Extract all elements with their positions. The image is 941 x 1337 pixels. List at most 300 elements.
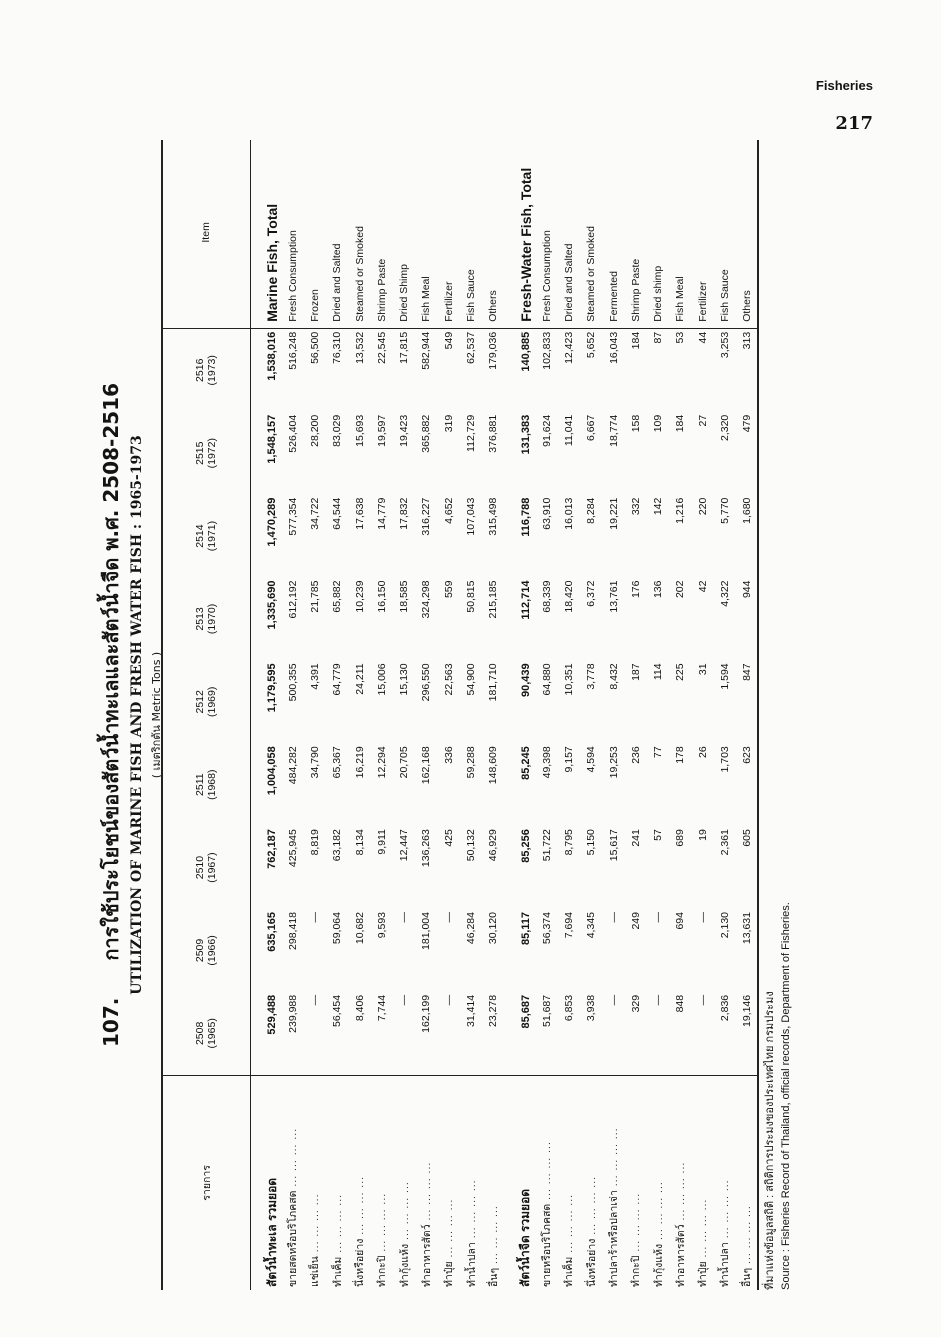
header-year <box>162 328 250 411</box>
row-label-english: Steamed or Smoked <box>348 140 370 328</box>
year-be: 2511 <box>194 773 207 796</box>
cell-value: 1,703 <box>718 746 731 773</box>
cell-value: 51,687 <box>535 992 557 1075</box>
cell-value: 4,322 <box>718 580 731 607</box>
leader-dots: ... ... ... ... <box>354 1175 367 1239</box>
leader-dots: ... ... ... ... <box>585 1175 598 1239</box>
table-row <box>736 140 758 1290</box>
cell-value: 16,043 <box>607 331 620 364</box>
row-label-english: Fish Meal <box>415 140 437 328</box>
row-label-english: Frozen <box>304 140 326 328</box>
cell-value: — <box>398 912 411 923</box>
cell-value: 239,988 <box>282 992 304 1075</box>
cell-value: 220 <box>696 497 709 516</box>
year-ce: (1969) <box>206 686 219 717</box>
cell-value: 1,335,690 <box>266 580 278 630</box>
cell-value: 59,064 <box>331 912 344 945</box>
cell-value: 162,168 <box>420 746 433 785</box>
cell-value: 162,199 <box>415 992 437 1075</box>
cell-value: 76,310 <box>331 331 344 364</box>
cell-value: 64,544 <box>331 497 344 530</box>
cell-value: 34,722 <box>308 497 321 530</box>
cell-value: 65,367 <box>331 746 344 779</box>
leader-dots: ... ... ... ... <box>287 1127 300 1191</box>
cell-value: 225 <box>674 663 687 681</box>
cell-value: — <box>696 912 709 923</box>
table-row <box>393 140 415 1290</box>
year-be: 2508 <box>194 1021 207 1046</box>
cell-value: 8,432 <box>607 663 620 690</box>
cell-value: 549 <box>442 331 455 350</box>
cell-value: 12,447 <box>398 829 411 862</box>
row-label-english: Others <box>482 140 504 328</box>
cell-value: 1,004,058 <box>266 746 278 796</box>
cell-value: 15,617 <box>607 829 620 862</box>
table-row <box>460 140 482 1290</box>
cell-value: 9,157 <box>562 746 575 773</box>
year-be: 2514 <box>194 524 207 548</box>
year-be: 2513 <box>194 607 207 631</box>
row-label-english: Fish Sauce <box>460 140 482 328</box>
cell-value: 1,538,016 <box>266 331 278 381</box>
table-row <box>580 140 602 1290</box>
cell-value: 296,550 <box>420 663 433 702</box>
row-label-english: Fresh Consumption <box>282 140 304 328</box>
cell-value: 77 <box>652 746 665 758</box>
source-english: Source : Fisheries Record of Thailand, official records, Department of Fisheries. <box>780 902 792 1290</box>
cell-value: — <box>438 992 460 1075</box>
leader-dots: ... ... ... ... <box>331 1193 344 1257</box>
cell-value: 140,885 <box>519 331 532 372</box>
leader-dots: ... ... ... ... <box>443 1198 456 1262</box>
cell-value: — <box>393 992 415 1075</box>
cell-value: 8,134 <box>353 829 366 856</box>
cell-value: 8,284 <box>585 497 598 524</box>
leader-dots: ... ... ... ... <box>376 1192 389 1256</box>
cell-value: 12,423 <box>562 331 575 364</box>
cell-value: 3,778 <box>585 663 598 690</box>
row-label-thai <box>580 1075 602 1290</box>
cell-value: 2,320 <box>718 414 731 442</box>
cell-value: 3,253 <box>718 331 731 359</box>
cell-value: 85,117 <box>519 912 532 946</box>
row-label-english: Dried shimp <box>647 140 669 328</box>
row-label-english: Fresh-Water Fish, Total <box>504 140 535 328</box>
year-ce: (1973) <box>206 355 219 386</box>
cell-value: 425,945 <box>286 829 299 868</box>
cell-value: 1,179,595 <box>266 663 278 713</box>
row-label-thai-text: ทำอาหารสัตว์ <box>674 1224 687 1287</box>
cell-value: 28,200 <box>308 414 321 447</box>
year-be: 2516 <box>194 358 207 382</box>
cell-value: 1,216 <box>674 497 687 524</box>
cell-value: — <box>607 912 620 923</box>
cell-value: 2,361 <box>718 829 731 856</box>
cell-value: 500,355 <box>286 663 299 702</box>
year-be: 2512 <box>194 690 207 714</box>
row-label-thai <box>282 1075 304 1290</box>
row-label-thai-text: อื่นๆ <box>741 1267 754 1287</box>
cell-value: 112,714 <box>519 580 532 620</box>
cell-value: 46,284 <box>465 912 478 945</box>
cell-value: 44 <box>696 331 709 344</box>
cell-value: 85,687 <box>504 992 535 1075</box>
row-label-thai <box>304 1075 326 1290</box>
cell-value: 21,785 <box>308 580 321 613</box>
cell-value: — <box>442 912 455 923</box>
title-english: UTILIZATION OF MARINE FISH AND FRESH WATER FISH : 1965-1973 <box>129 435 145 995</box>
leader-dots: ... ... ... ... <box>630 1192 643 1256</box>
cell-value: 178 <box>674 746 687 764</box>
cell-value: 91,624 <box>540 414 553 447</box>
row-label-thai-text: อื่นๆ <box>487 1267 500 1287</box>
cell-value: 184 <box>629 331 642 350</box>
cell-value: — <box>602 992 624 1075</box>
cell-value: 8,795 <box>562 829 575 856</box>
header-year <box>162 909 250 992</box>
row-label-thai <box>371 1075 393 1290</box>
cell-value: 4,391 <box>308 663 321 690</box>
row-label-english: Fish Meal <box>669 140 691 328</box>
leader-dots: ... ... ... ... <box>719 1179 732 1243</box>
table-row <box>558 140 580 1290</box>
section-name: Fisheries <box>815 78 873 93</box>
cell-value: 241 <box>629 829 642 847</box>
cell-value: 51,722 <box>540 829 553 862</box>
cell-value: 324,298 <box>420 580 433 619</box>
cell-value: 6,372 <box>585 580 598 607</box>
header-year <box>162 578 250 661</box>
row-label-english: Others <box>736 140 758 328</box>
row-label-english: Fish Sauce <box>714 140 736 328</box>
cell-value: 176 <box>629 580 642 599</box>
cell-value: 298,418 <box>286 912 299 950</box>
cell-value: 49,398 <box>540 746 553 779</box>
table-row <box>482 140 504 1290</box>
header-year <box>162 826 250 909</box>
cell-value: 142 <box>652 497 665 516</box>
row-label-thai-text: ทำปุ๋ย <box>697 1261 710 1287</box>
row-label-english: Fertilizer <box>438 140 460 328</box>
leader-dots: ... ... ... ... <box>309 1193 322 1257</box>
cell-value: 136,263 <box>420 829 433 868</box>
row-label-thai <box>625 1075 647 1290</box>
table-row <box>304 140 326 1290</box>
cell-value: 249 <box>629 912 642 930</box>
row-label-english: Marine Fish, Total <box>250 140 282 328</box>
cell-value: 65,882 <box>331 580 344 613</box>
header-year <box>162 495 250 578</box>
header-item-english: Item <box>162 140 250 328</box>
cell-value: 27 <box>696 414 709 427</box>
row-label-thai <box>250 1075 282 1290</box>
cell-value: 62,537 <box>465 331 478 364</box>
cell-value: 18,774 <box>607 414 620 447</box>
cell-value: 50,815 <box>465 580 478 613</box>
cell-value: 689 <box>674 829 687 847</box>
table-row <box>714 140 736 1290</box>
cell-value: 19,253 <box>607 746 620 779</box>
row-label-thai-text: สัตว์น้ำจืด รวมยอด <box>518 1188 533 1287</box>
cell-value: 18,585 <box>398 580 411 613</box>
table-row <box>669 140 691 1290</box>
cell-value: 17,638 <box>353 497 366 530</box>
row-label-thai-text: ทำเค็ม <box>331 1256 344 1287</box>
cell-value: 329 <box>625 992 647 1075</box>
cell-value: 605 <box>736 826 758 909</box>
cell-value: 184 <box>674 414 687 433</box>
cell-value: 762,187 <box>266 829 278 869</box>
row-label-thai <box>504 1075 535 1290</box>
table-row <box>535 140 557 1290</box>
cell-value: 612,192 <box>286 580 299 619</box>
row-label-thai-text: ทำกุ้งแห้ง <box>398 1243 411 1287</box>
cell-value: 1,548,157 <box>266 414 278 464</box>
cell-value: 64,880 <box>540 663 553 696</box>
row-label-thai <box>602 1075 624 1290</box>
year-be: 2509 <box>194 938 207 963</box>
cell-value: 15,006 <box>375 663 388 696</box>
row-label-english: Fermented <box>602 140 624 328</box>
cell-value: — <box>308 912 321 923</box>
table-row <box>647 140 669 1290</box>
cell-value: 56,454 <box>326 992 348 1075</box>
cell-value: 6,853 <box>558 992 580 1075</box>
cell-value: 114 <box>652 663 665 681</box>
cell-value: 5,150 <box>585 829 598 856</box>
cell-value: 582,944 <box>420 331 433 370</box>
cell-value: 19 <box>696 829 709 841</box>
table-row <box>250 140 282 1290</box>
year-ce: (1971) <box>206 520 219 552</box>
cell-value: 202 <box>674 580 687 599</box>
leader-dots: ... ... ... ... <box>741 1205 754 1268</box>
cell-value: 16,219 <box>353 746 366 779</box>
cell-value: 236 <box>629 746 642 764</box>
year-ce: (1968) <box>206 769 219 800</box>
cell-value: 64,779 <box>331 663 344 696</box>
cell-value: 85,256 <box>519 829 532 863</box>
page-header <box>816 78 873 134</box>
cell-value: 3,938 <box>580 992 602 1075</box>
row-label-thai-text: สัตว์น้ำทะเล รวมยอด <box>264 1177 279 1287</box>
cell-value: 376,881 <box>487 414 500 453</box>
leader-dots: ... ... ... ... <box>608 1127 620 1191</box>
cell-value: 9,911 <box>375 829 388 855</box>
row-label-thai <box>482 1075 504 1290</box>
cell-value: 635,165 <box>266 912 278 952</box>
row-label-thai <box>669 1075 691 1290</box>
cell-value: 623 <box>736 743 758 826</box>
cell-value: 425 <box>442 829 455 847</box>
cell-value: 4,652 <box>442 497 455 524</box>
row-label-thai <box>393 1075 415 1290</box>
cell-value: 2,836 <box>714 992 736 1075</box>
row-label-thai <box>736 1075 758 1290</box>
cell-value: 17,815 <box>398 331 411 364</box>
row-label-english: Steamed or Smoked <box>580 140 602 328</box>
leader-dots: ... ... ... ... <box>420 1161 433 1225</box>
cell-value: 336 <box>442 746 455 764</box>
cell-value: 10,351 <box>562 663 575 696</box>
row-label-thai <box>558 1075 580 1290</box>
cell-value: 13,532 <box>353 331 366 364</box>
cell-value: 847 <box>736 660 758 743</box>
cell-value: 63,182 <box>331 829 344 862</box>
row-label-thai <box>714 1075 736 1290</box>
cell-value: 23,278 <box>482 992 504 1075</box>
unit-label: ( เมตริกตัน Metric Tons ) <box>150 651 163 779</box>
year-ce: (1965) <box>206 1018 219 1049</box>
cell-value: 8,819 <box>308 829 321 856</box>
cell-value: 365,882 <box>420 414 433 453</box>
cell-value: 22,545 <box>375 331 388 364</box>
row-label-english: Fresh Consumption <box>535 140 557 328</box>
leader-dots: ... ... ... ... <box>563 1193 576 1257</box>
cell-value: 316,227 <box>420 497 433 536</box>
leader-dots: ... ... ... ... <box>674 1161 687 1225</box>
cell-value: 34,790 <box>308 746 321 779</box>
cell-value: 559 <box>442 580 455 599</box>
cell-value: 9,593 <box>375 912 388 939</box>
header-year <box>162 660 250 743</box>
cell-value: 107,043 <box>465 497 478 536</box>
cell-value: 1,470,289 <box>266 497 278 547</box>
cell-value: 181,710 <box>487 663 500 702</box>
cell-value: 26 <box>696 746 709 758</box>
row-label-thai <box>438 1075 460 1290</box>
cell-value: 516,248 <box>286 331 299 370</box>
cell-value: 116,788 <box>519 497 532 537</box>
cell-value: 7,694 <box>562 912 575 939</box>
cell-value: — <box>652 912 665 923</box>
cell-value: 20,705 <box>398 746 411 779</box>
cell-value: 56,374 <box>540 912 553 945</box>
cell-value: 16,013 <box>562 497 575 530</box>
cell-value: 131,383 <box>519 414 532 455</box>
cell-value: — <box>647 992 669 1075</box>
title-thai: การใช้ประโยชน์ของสัตว์น้ำทะเลและสัตว์น้ำจืด พ.ศ. 2508-2516 <box>99 383 123 961</box>
cell-value: 59,288 <box>465 746 478 779</box>
cell-value: 17,832 <box>398 497 411 530</box>
row-label-thai-text: ทำอาหารสัตว์ <box>420 1224 433 1287</box>
table-row <box>692 140 714 1290</box>
cell-value: 42 <box>696 580 709 593</box>
leader-dots: ... ... ... ... <box>541 1141 554 1204</box>
table-row <box>326 140 348 1290</box>
row-label-english: Dried and Salted <box>326 140 348 328</box>
cell-value: 109 <box>652 414 665 433</box>
cell-value: 57 <box>652 829 665 841</box>
table-row <box>438 140 460 1290</box>
cell-value: 13,631 <box>736 909 758 992</box>
page-number: 217 <box>835 113 873 134</box>
cell-value: 31 <box>696 663 709 676</box>
cell-value: 14,779 <box>375 497 388 530</box>
table-row <box>282 140 304 1290</box>
row-label-thai <box>348 1075 370 1290</box>
cell-value: 63,910 <box>540 497 553 530</box>
rotated-table-page <box>95 140 830 1290</box>
row-label-english: Fertilizer <box>692 140 714 328</box>
cell-value: 136 <box>652 580 665 599</box>
row-label-thai-text: ทำน้ำปลา <box>719 1242 732 1287</box>
cell-value: 50,132 <box>465 829 478 862</box>
source-thai: ที่มาแห่งข้อมูลสถิติ : สถิติการประมงของประเทศไทย กรมประมง <box>764 991 776 1290</box>
cell-value: 13,761 <box>607 580 620 613</box>
row-label-english: Dried Shimp <box>393 140 415 328</box>
cell-value: 479 <box>736 412 758 495</box>
leader-dots: ... ... ... ... <box>398 1181 411 1244</box>
cell-value: 53 <box>674 331 687 344</box>
cell-value: 148,609 <box>487 746 500 785</box>
cell-value: 4,594 <box>585 746 598 773</box>
cell-value: 187 <box>629 663 642 681</box>
cell-value: 54,900 <box>465 663 478 696</box>
cell-value: 31,414 <box>460 992 482 1075</box>
table-row <box>504 140 535 1290</box>
row-label-thai <box>647 1075 669 1290</box>
cell-value: 68,339 <box>540 580 553 613</box>
cell-value: — <box>304 992 326 1075</box>
cell-value: 8,406 <box>348 992 370 1075</box>
cell-value: 5,652 <box>585 331 598 359</box>
row-label-thai <box>535 1075 557 1290</box>
row-label-thai-text: ขายหรือบริโภคสด <box>541 1203 554 1287</box>
cell-value: 15,130 <box>398 663 411 696</box>
cell-value: 526,404 <box>286 414 299 453</box>
cell-value: 46,929 <box>487 829 500 862</box>
table-number: 107. <box>99 997 123 1047</box>
cell-value: 10,239 <box>353 580 366 613</box>
year-be: 2515 <box>194 441 207 465</box>
table-row <box>371 140 393 1290</box>
cell-value: 529,488 <box>250 992 282 1075</box>
row-label-thai-text: ทำกุ้งแห้ง <box>652 1243 665 1287</box>
row-label-thai-text: ทำน้ำปลา <box>465 1242 478 1287</box>
row-label-thai-text: ทำเค็ม <box>563 1256 576 1287</box>
cell-value: 87 <box>652 331 665 344</box>
cell-value: 90,439 <box>519 663 532 698</box>
header-year <box>162 412 250 495</box>
table-title-block <box>95 140 165 1290</box>
year-be: 2510 <box>194 855 207 880</box>
leader-dots: ... ... ... ... <box>697 1198 710 1262</box>
cell-value: 19,146 <box>736 992 758 1075</box>
year-ce: (1967) <box>206 852 219 883</box>
cell-value: 577,354 <box>286 497 299 536</box>
cell-value: 1,680 <box>736 495 758 578</box>
utilization-table <box>161 140 759 1290</box>
cell-value: 181,004 <box>420 912 433 950</box>
leader-dots: ... ... ... ... <box>652 1181 665 1244</box>
cell-value: 313 <box>736 328 758 411</box>
cell-value: 944 <box>736 578 758 661</box>
cell-value: 215,185 <box>487 580 500 619</box>
row-label-thai-text: ขายสดหรือบริโภคสด <box>287 1190 300 1287</box>
cell-value: 12,294 <box>375 746 388 779</box>
row-label-thai <box>460 1075 482 1290</box>
cell-value: 10,682 <box>353 912 366 945</box>
cell-value: 11,041 <box>562 414 575 447</box>
table-row <box>348 140 370 1290</box>
row-label-thai-text: นึ่งหรือย่าง <box>585 1238 598 1287</box>
cell-value: 16,150 <box>375 580 388 613</box>
cell-value: 4,345 <box>585 912 598 939</box>
cell-value: — <box>692 992 714 1075</box>
cell-value: 315,498 <box>487 497 500 536</box>
table-row <box>625 140 647 1290</box>
